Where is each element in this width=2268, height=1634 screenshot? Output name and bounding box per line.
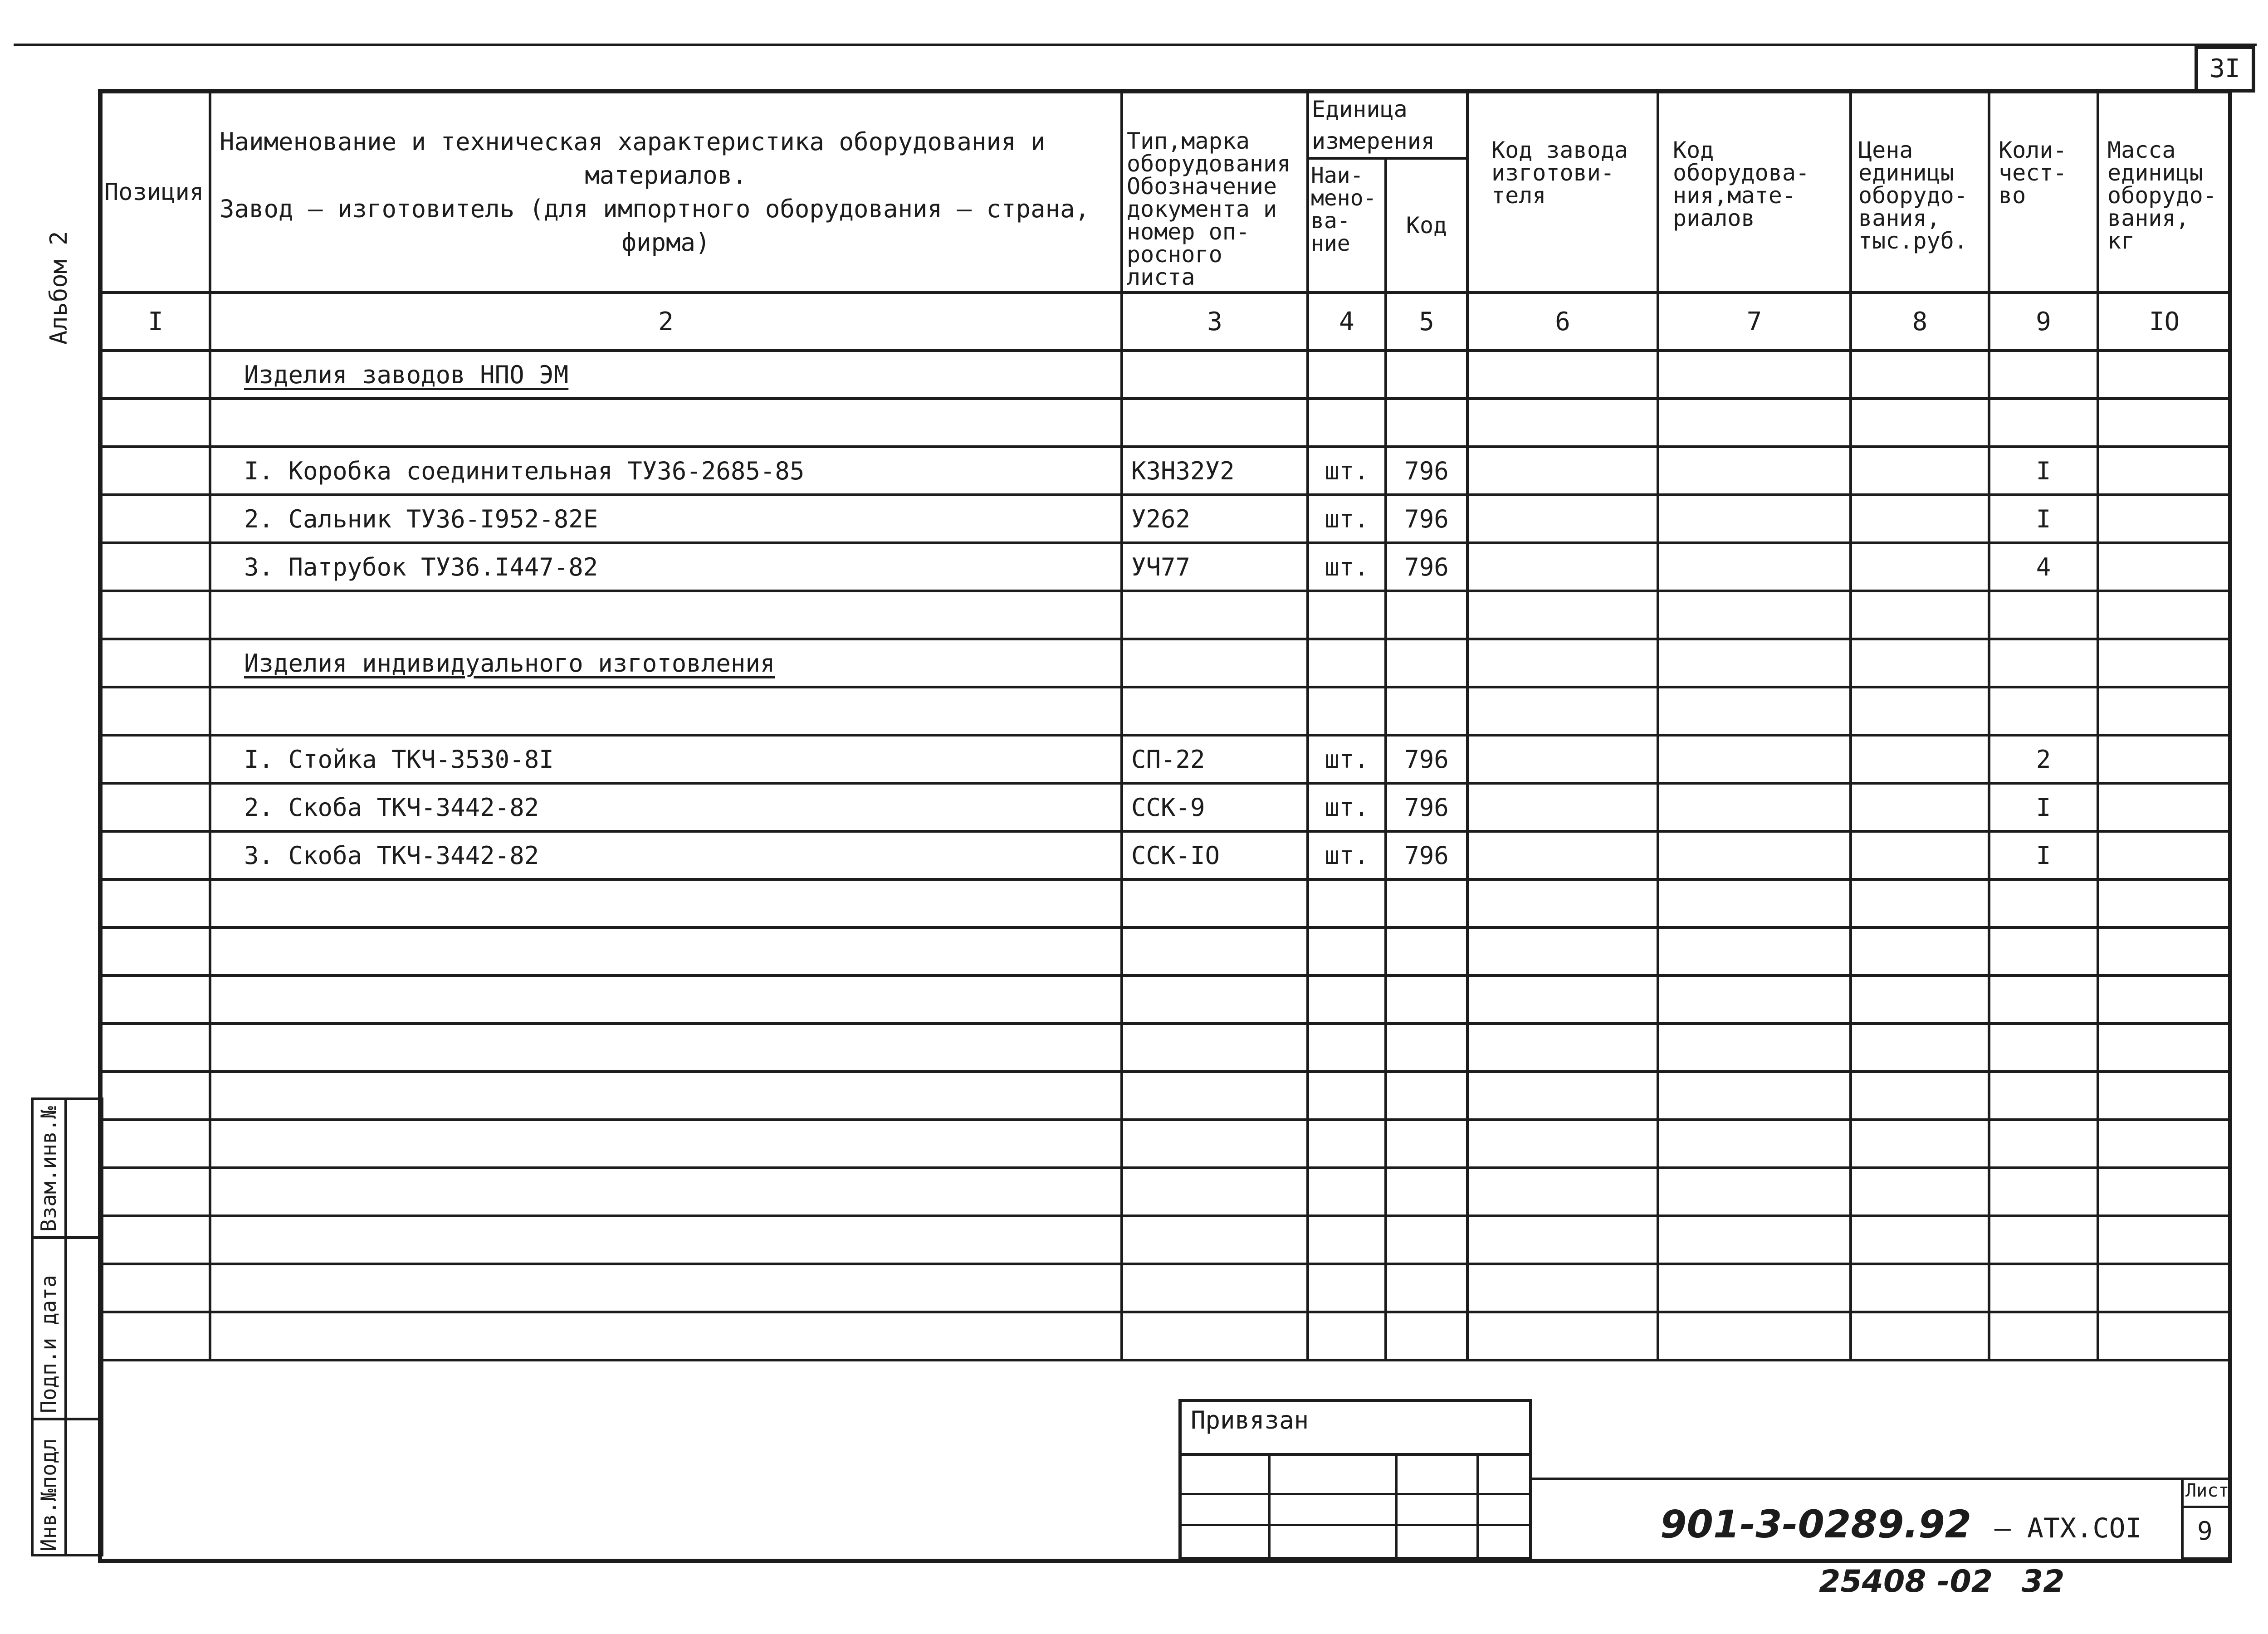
cell-mass: [2098, 927, 2231, 976]
cell-position: [101, 1216, 210, 1264]
cell-name: Изделия индивидуального изготовления: [210, 639, 1122, 687]
cell-type: [1122, 1024, 1308, 1072]
cell-price: [1851, 543, 1989, 591]
cell-unit: [1308, 1024, 1386, 1072]
cell-factory-code: [1467, 1312, 1658, 1360]
cell-name: [210, 1024, 1122, 1072]
cell-factory-code: [1467, 543, 1658, 591]
cell-quantity: [1989, 687, 2098, 735]
table-row: [101, 591, 2231, 639]
archive-number: [1819, 1564, 2064, 1600]
cell-price: [1851, 1168, 1989, 1216]
table-row: [101, 399, 2231, 447]
cell-mass: [2098, 351, 2231, 399]
table-row: [101, 351, 2231, 399]
table-row: [101, 639, 2231, 687]
cell-unit: шт.: [1308, 495, 1386, 543]
cell-quantity: [1989, 1168, 2098, 1216]
cell-factory-code: [1467, 1216, 1658, 1264]
cell-mass: [2098, 831, 2231, 879]
table-row: [101, 1024, 2231, 1072]
cell-factory-code: [1467, 1168, 1658, 1216]
col-num-9: 9: [1989, 293, 2098, 351]
cell-price: [1851, 1120, 1989, 1168]
cell-name: [210, 399, 1122, 447]
table-row: [101, 976, 2231, 1024]
cell-position: [101, 1072, 210, 1120]
col-unit-name-header: Наи-мено-ва-ние: [1308, 158, 1386, 293]
cell-factory-code: [1467, 783, 1658, 831]
archive-page: 32: [2021, 1564, 2065, 1600]
cell-factory-code: [1467, 351, 1658, 399]
cell-position: [101, 351, 210, 399]
cell-unit: [1308, 1120, 1386, 1168]
cell-quantity: [1989, 976, 2098, 1024]
cell-type: ССК-IO: [1122, 831, 1308, 879]
cell-equipment-code: [1658, 879, 1851, 927]
cell-type: [1122, 351, 1308, 399]
cell-position: [101, 543, 210, 591]
table-row: [101, 735, 2231, 783]
col-mass-header: Масса единицы оборудо-вания, кг: [2098, 92, 2231, 293]
cell-unit-code: [1386, 879, 1467, 927]
cell-quantity: [1989, 1024, 2098, 1072]
album-label: Альбом 2: [45, 231, 73, 345]
cell-type: [1122, 639, 1308, 687]
cell-name: [210, 1216, 1122, 1264]
cell-equipment-code: [1658, 1120, 1851, 1168]
cell-mass: [2098, 735, 2231, 783]
cell-equipment-code: [1658, 1264, 1851, 1312]
cell-equipment-code: [1658, 783, 1851, 831]
cell-equipment-code: [1658, 1024, 1851, 1072]
cell-equipment-code: [1658, 831, 1851, 879]
cell-quantity: [1989, 1312, 2098, 1360]
name-header-line3: Завод – изготовитель (для импортного оборудования – страна,: [220, 195, 1090, 223]
cell-position: [101, 591, 210, 639]
page-number-box: [2195, 45, 2255, 93]
cell-quantity: [1989, 879, 2098, 927]
table-row: [101, 1168, 2231, 1216]
col-num-8: 8: [1851, 293, 1989, 351]
cell-price: [1851, 1216, 1989, 1264]
cell-equipment-code: [1658, 351, 1851, 399]
cell-name: [210, 927, 1122, 976]
cell-position: [101, 1264, 210, 1312]
page-number: 3I: [2209, 54, 2240, 83]
cell-mass: [2098, 543, 2231, 591]
cell-unit: шт.: [1308, 831, 1386, 879]
cell-factory-code: [1467, 927, 1658, 976]
cell-unit: шт.: [1308, 735, 1386, 783]
cell-quantity: [1989, 639, 2098, 687]
col-price-header: Цена единицы оборудо-вания, тыс.руб.: [1851, 92, 1989, 293]
cell-price: [1851, 399, 1989, 447]
cell-factory-code: [1467, 976, 1658, 1024]
table-row: [101, 447, 2231, 495]
cell-mass: [2098, 591, 2231, 639]
table-row: [101, 1216, 2231, 1264]
table-row: [101, 1312, 2231, 1360]
cell-type: ССК-9: [1122, 783, 1308, 831]
cell-factory-code: [1467, 735, 1658, 783]
cell-equipment-code: [1658, 495, 1851, 543]
col-type-header: Тип,марка оборудования Обозначение документа и номер оп-росного листа: [1122, 92, 1308, 293]
cell-quantity: [1989, 1120, 2098, 1168]
cell-quantity: [1989, 591, 2098, 639]
cell-equipment-code: [1658, 1168, 1851, 1216]
inv-no-label: Инв.№подл: [36, 1438, 61, 1551]
cell-price: [1851, 591, 1989, 639]
cell-position: [101, 495, 210, 543]
cell-equipment-code: [1658, 927, 1851, 976]
cell-price: [1851, 976, 1989, 1024]
doc-number-handwritten: 901-3-0289.92: [1660, 1502, 1972, 1546]
cell-type: СП-22: [1122, 735, 1308, 783]
cell-position: [101, 1120, 210, 1168]
cell-type: У262: [1122, 495, 1308, 543]
cell-unit-code: [1386, 351, 1467, 399]
spec-body: [101, 351, 2231, 1360]
name-header-line2: материалов.: [585, 161, 747, 190]
cell-type: КЗН32У2: [1122, 447, 1308, 495]
table-row: [101, 1264, 2231, 1312]
col-factory-code-header: Код завода изготови-теля: [1467, 92, 1658, 293]
header-row-1: [101, 92, 2231, 158]
bound-label: Привязан: [1191, 1406, 1309, 1434]
cell-position: [101, 687, 210, 735]
cell-price: [1851, 447, 1989, 495]
cell-unit-code: 796: [1386, 543, 1467, 591]
cell-position: [101, 783, 210, 831]
equipment-spec-table: [100, 91, 2232, 1561]
cell-quantity: [1989, 399, 2098, 447]
cell-position: [101, 1168, 210, 1216]
cell-type: [1122, 1120, 1308, 1168]
cell-name: [210, 976, 1122, 1024]
cell-name: [210, 879, 1122, 927]
cell-type: [1122, 927, 1308, 976]
cell-unit: [1308, 1264, 1386, 1312]
cell-position: [101, 1024, 210, 1072]
cell-position: [101, 831, 210, 879]
cell-unit-code: 796: [1386, 831, 1467, 879]
cell-price: [1851, 831, 1989, 879]
cell-factory-code: [1467, 831, 1658, 879]
cell-mass: [2098, 1216, 2231, 1264]
table-row: [101, 687, 2231, 735]
cell-quantity: [1989, 1264, 2098, 1312]
sheet-number-box: [2181, 1478, 2232, 1560]
cell-type: [1122, 399, 1308, 447]
sign-date-label: Подп.и дата: [36, 1275, 61, 1413]
cell-mass: [2098, 976, 2231, 1024]
cell-quantity: 2: [1989, 735, 2098, 783]
cell-quantity: I: [1989, 447, 2098, 495]
table-row: [101, 1072, 2231, 1120]
cell-unit: [1308, 1168, 1386, 1216]
cell-mass: [2098, 687, 2231, 735]
name-header-line4: фирма): [621, 228, 710, 257]
doc-number-suffix: – АТХ.СОI: [1994, 1512, 2142, 1544]
sheet-number: 9: [2197, 1517, 2213, 1546]
cell-unit: [1308, 1072, 1386, 1120]
cell-mass: [2098, 783, 2231, 831]
cell-position: [101, 639, 210, 687]
cell-equipment-code: [1658, 687, 1851, 735]
cell-unit-code: [1386, 927, 1467, 976]
cell-type: [1122, 1216, 1308, 1264]
cell-factory-code: [1467, 447, 1658, 495]
cell-factory-code: [1467, 591, 1658, 639]
cell-type: [1122, 879, 1308, 927]
cell-mass: [2098, 447, 2231, 495]
col-num-10: IO: [2098, 293, 2231, 351]
cell-position: [101, 976, 210, 1024]
cell-position: [101, 399, 210, 447]
cell-factory-code: [1467, 1072, 1658, 1120]
cell-name: I. Коробка соединительная ТУ36-2685-85: [210, 447, 1122, 495]
doc-number: [1660, 1502, 2142, 1546]
col-unit-code-header: Код: [1386, 158, 1467, 293]
replace-inv-label: Взам.инв.№: [36, 1106, 61, 1232]
table-row: [101, 495, 2231, 543]
cell-unit: [1308, 1216, 1386, 1264]
cell-mass: [2098, 639, 2231, 687]
col-num-5: 5: [1386, 293, 1467, 351]
cell-unit-code: [1386, 687, 1467, 735]
cell-mass: [2098, 495, 2231, 543]
cell-unit-code: [1386, 1216, 1467, 1264]
cell-unit: [1308, 976, 1386, 1024]
bound-stamp-box: [1178, 1399, 1532, 1560]
cell-price: [1851, 735, 1989, 783]
cell-unit: шт.: [1308, 543, 1386, 591]
cell-position: [101, 447, 210, 495]
table-row: [101, 1120, 2231, 1168]
cell-unit-code: [1386, 1120, 1467, 1168]
sheet-label: Лист: [2185, 1480, 2229, 1501]
cell-equipment-code: [1658, 976, 1851, 1024]
cell-factory-code: [1467, 687, 1658, 735]
cell-name: Изделия заводов НПО ЭМ: [210, 351, 1122, 399]
cell-equipment-code: [1658, 591, 1851, 639]
col-unit-group-header: Единица измерения: [1308, 92, 1467, 158]
cell-mass: [2098, 1120, 2231, 1168]
cell-unit-code: [1386, 1072, 1467, 1120]
cell-type: [1122, 1312, 1308, 1360]
cell-mass: [2098, 1168, 2231, 1216]
cell-type: [1122, 591, 1308, 639]
cell-name: 2. Сальник ТУ36-I952-82Е: [210, 495, 1122, 543]
cell-type: [1122, 976, 1308, 1024]
cell-mass: [2098, 1264, 2231, 1312]
col-position-header: Позиция: [101, 92, 210, 293]
cell-name: 3. Патрубок ТУ36.I447-82: [210, 543, 1122, 591]
cell-price: [1851, 1264, 1989, 1312]
top-frame-line: [14, 44, 2257, 46]
cell-type: [1122, 1264, 1308, 1312]
cell-unit: [1308, 351, 1386, 399]
table-row: [101, 879, 2231, 927]
cell-unit-code: [1386, 591, 1467, 639]
cell-unit-code: [1386, 1024, 1467, 1072]
cell-equipment-code: [1658, 1312, 1851, 1360]
cell-price: [1851, 1072, 1989, 1120]
cell-price: [1851, 1312, 1989, 1360]
col-num-3: 3: [1122, 293, 1308, 351]
table-row: [101, 927, 2231, 976]
cell-quantity: [1989, 1216, 2098, 1264]
cell-equipment-code: [1658, 447, 1851, 495]
column-number-row: [101, 293, 2231, 351]
cell-price: [1851, 687, 1989, 735]
cell-position: [101, 879, 210, 927]
cell-quantity: [1989, 1072, 2098, 1120]
cell-equipment-code: [1658, 1216, 1851, 1264]
col-num-6: 6: [1467, 293, 1658, 351]
cell-equipment-code: [1658, 639, 1851, 687]
col-num-2: 2: [210, 293, 1122, 351]
cell-mass: [2098, 399, 2231, 447]
cell-unit-code: 796: [1386, 447, 1467, 495]
cell-equipment-code: [1658, 735, 1851, 783]
name-header-line1: Наименование и техническая характеристика оборудования и: [220, 127, 1046, 156]
cell-mass: [2098, 1312, 2231, 1360]
cell-price: [1851, 351, 1989, 399]
cell-quantity: 4: [1989, 543, 2098, 591]
cell-factory-code: [1467, 1024, 1658, 1072]
cell-price: [1851, 495, 1989, 543]
cell-name: [210, 1312, 1122, 1360]
cell-unit: [1308, 639, 1386, 687]
cell-name: [210, 1168, 1122, 1216]
cell-equipment-code: [1658, 1072, 1851, 1120]
cell-factory-code: [1467, 1120, 1658, 1168]
cell-quantity: [1989, 351, 2098, 399]
cell-factory-code: [1467, 879, 1658, 927]
cell-type: [1122, 687, 1308, 735]
cell-unit-code: 796: [1386, 783, 1467, 831]
cell-factory-code: [1467, 639, 1658, 687]
cell-equipment-code: [1658, 399, 1851, 447]
cell-price: [1851, 927, 1989, 976]
cell-name: 2. Скоба ТКЧ-3442-82: [210, 783, 1122, 831]
cell-factory-code: [1467, 495, 1658, 543]
cell-type: [1122, 1072, 1308, 1120]
title-block-line: [1532, 1478, 2232, 1480]
table-row: [101, 543, 2231, 591]
cell-unit: [1308, 591, 1386, 639]
cell-mass: [2098, 879, 2231, 927]
cell-unit-code: [1386, 976, 1467, 1024]
cell-unit-code: [1386, 1168, 1467, 1216]
cell-name: I. Стойка ТКЧ-3530-8I: [210, 735, 1122, 783]
cell-quantity: I: [1989, 495, 2098, 543]
cell-quantity: [1989, 927, 2098, 976]
cell-price: [1851, 879, 1989, 927]
cell-name: [210, 591, 1122, 639]
cell-type: [1122, 1168, 1308, 1216]
cell-mass: [2098, 1072, 2231, 1120]
cell-factory-code: [1467, 1264, 1658, 1312]
col-name-header: [210, 92, 1122, 293]
cell-name: [210, 1072, 1122, 1120]
cell-unit-code: [1386, 1264, 1467, 1312]
side-stamp-strip: [31, 1097, 103, 1556]
cell-unit-code: 796: [1386, 735, 1467, 783]
cell-price: [1851, 639, 1989, 687]
cell-name: [210, 687, 1122, 735]
cell-unit: [1308, 399, 1386, 447]
cell-unit-code: 796: [1386, 495, 1467, 543]
cell-unit: [1308, 879, 1386, 927]
cell-position: [101, 1312, 210, 1360]
cell-type: УЧ77: [1122, 543, 1308, 591]
cell-unit: [1308, 927, 1386, 976]
cell-quantity: I: [1989, 831, 2098, 879]
cell-unit: шт.: [1308, 783, 1386, 831]
col-quantity-header: Коли-чест-во: [1989, 92, 2098, 293]
cell-price: [1851, 1024, 1989, 1072]
cell-unit: шт.: [1308, 447, 1386, 495]
cell-name: 3. Скоба ТКЧ-3442-82: [210, 831, 1122, 879]
cell-unit: [1308, 687, 1386, 735]
cell-price: [1851, 783, 1989, 831]
cell-equipment-code: [1658, 543, 1851, 591]
cell-unit: [1308, 1312, 1386, 1360]
col-num-7: 7: [1658, 293, 1851, 351]
cell-unit-code: [1386, 639, 1467, 687]
cell-unit-code: [1386, 1312, 1467, 1360]
cell-name: [210, 1264, 1122, 1312]
table-row: [101, 831, 2231, 879]
cell-quantity: I: [1989, 783, 2098, 831]
col-num-1: I: [101, 293, 210, 351]
col-num-4: 4: [1308, 293, 1386, 351]
cell-unit-code: [1386, 399, 1467, 447]
cell-position: [101, 927, 210, 976]
table-row: [101, 783, 2231, 831]
archive-number-main: 25408 -02: [1819, 1564, 1993, 1600]
cell-position: [101, 735, 210, 783]
cell-name: [210, 1120, 1122, 1168]
cell-mass: [2098, 1024, 2231, 1072]
cell-factory-code: [1467, 399, 1658, 447]
col-equipment-code-header: Код оборудова-ния,мате-риалов: [1658, 92, 1851, 293]
